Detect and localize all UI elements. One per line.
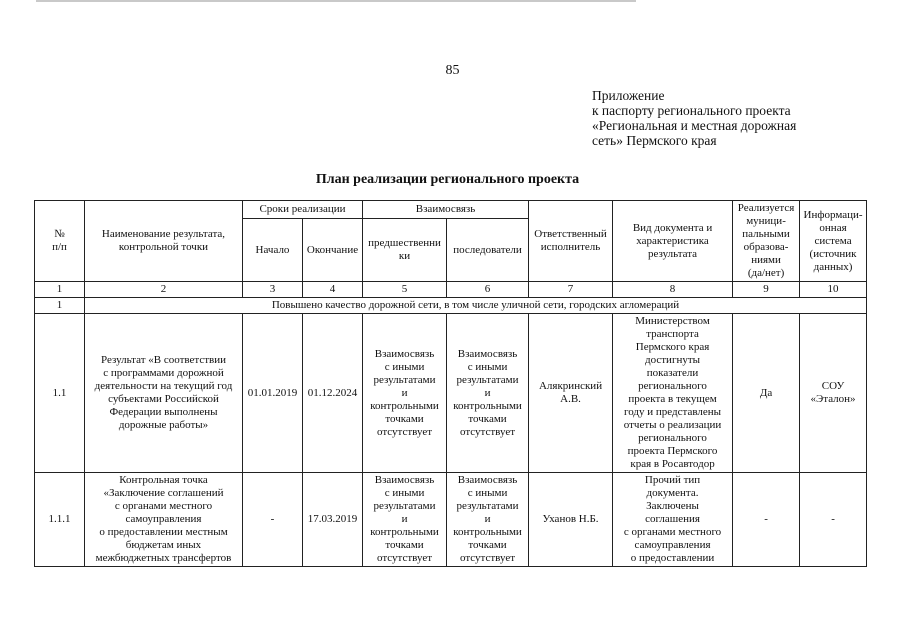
header-document: Вид документа и характеристика результата xyxy=(613,201,733,282)
page-number: 85 xyxy=(445,63,460,78)
header-link: Взаимосвязь xyxy=(363,201,529,219)
row-number: 1.1.1 xyxy=(35,473,85,567)
header-info-system: Информаци- онная система (источник данных) xyxy=(800,201,867,282)
row-document: Прочий тип документа. Заключены соглашения с органами местного самоуправления о предоставлении xyxy=(613,473,733,567)
header-row xyxy=(35,201,867,219)
row-start: - xyxy=(243,473,303,567)
header-predecessors: предшественни ки xyxy=(363,219,447,282)
header-successors: последователи xyxy=(447,219,529,282)
header-municipal: Реализуется муници- пальными образова- ниями (да/нет) xyxy=(733,201,800,282)
row-predecessors: Взаимосвязь с иными результатами и контрольными точками отсутствует xyxy=(363,314,447,473)
row-predecessors: Взаимосвязь с иными результатами и контрольными точками отсутствует xyxy=(363,473,447,567)
column-number: 8 xyxy=(613,282,733,298)
row-municipal: - xyxy=(733,473,800,567)
column-number: 3 xyxy=(243,282,303,298)
column-number: 6 xyxy=(447,282,529,298)
implementation-plan-table xyxy=(34,200,867,567)
column-number: 5 xyxy=(363,282,447,298)
row-successors: Взаимосвязь с иными результатами и контрольными точками отсутствует xyxy=(447,473,529,567)
column-number: 4 xyxy=(303,282,363,298)
appendix-line: сеть» Пермского края xyxy=(592,133,717,148)
column-number-row xyxy=(35,282,867,298)
section-number: 1 xyxy=(35,298,85,314)
row-municipal: Да xyxy=(733,314,800,473)
column-number: 9 xyxy=(733,282,800,298)
table-row xyxy=(35,473,867,567)
header-num: № п/п xyxy=(35,201,85,282)
document-title: План реализации регионального проекта xyxy=(315,172,580,187)
appendix-note xyxy=(592,88,796,148)
scan-top-edge xyxy=(36,0,636,2)
row-info-system: СОУ «Эталон» xyxy=(800,314,867,473)
header-responsible: Ответственный исполнитель xyxy=(529,201,613,282)
row-responsible: Алякринский А.В. xyxy=(529,314,613,473)
section-title: Повышено качество дорожной сети, в том числе уличной сети, городских агломераций xyxy=(85,298,867,314)
row-info-system: - xyxy=(800,473,867,567)
row-end: 17.03.2019 xyxy=(303,473,363,567)
column-number: 10 xyxy=(800,282,867,298)
row-document: Министерством транспорта Пермского края достигнуты показатели регионального проекта в текущем году и представлены отчеты о реализации регионального проекта Пермского края в Росавтодор xyxy=(613,314,733,473)
row-name: Контрольная точка «Заключение соглашений с органами местного самоуправления о предоставлении местным бюджетам иных межбюджетных трансфертов xyxy=(85,473,243,567)
appendix-line: к паспорту регионального проекта xyxy=(592,103,791,118)
appendix-line: Приложение xyxy=(592,88,665,103)
row-responsible: Уханов Н.Б. xyxy=(529,473,613,567)
column-number: 7 xyxy=(529,282,613,298)
table-row xyxy=(35,314,867,473)
header-end: Окончание xyxy=(303,219,363,282)
row-end: 01.12.2024 xyxy=(303,314,363,473)
column-number: 2 xyxy=(85,282,243,298)
appendix-line: «Региональная и местная дорожная xyxy=(592,118,797,133)
row-name: Результат «В соответствии с программами дорожной деятельности на текущий год субъектами Российской Федерации выполнены дорожные работы» xyxy=(85,314,243,473)
column-number: 1 xyxy=(35,282,85,298)
row-number: 1.1 xyxy=(35,314,85,473)
row-start: 01.01.2019 xyxy=(243,314,303,473)
row-successors: Взаимосвязь с иными результатами и контрольными точками отсутствует xyxy=(447,314,529,473)
header-name: Наименование результата, контрольной точки xyxy=(85,201,243,282)
header-terms: Сроки реализации xyxy=(243,201,363,219)
header-start: Начало xyxy=(243,219,303,282)
section-row xyxy=(35,298,867,314)
